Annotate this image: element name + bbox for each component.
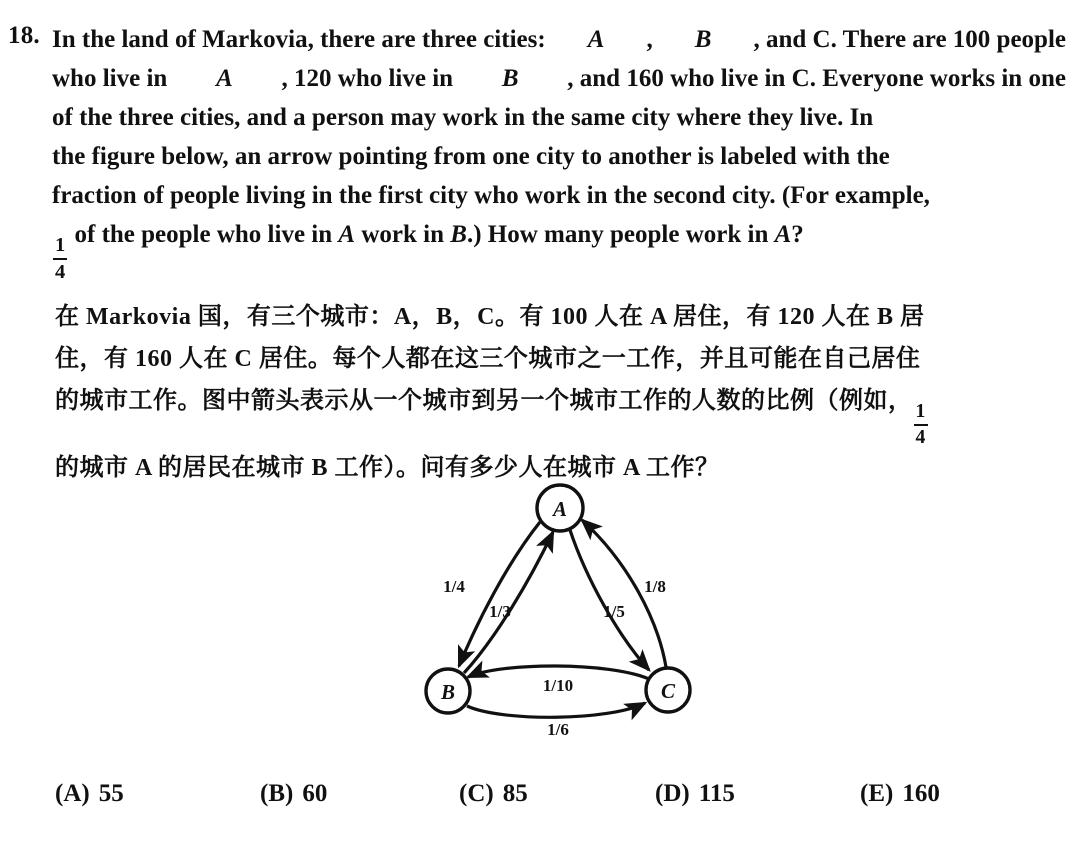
answer-choice-e[interactable] xyxy=(860,780,940,808)
line-6-part-4: ? xyxy=(791,221,804,248)
answer-choice-e-value: 160 xyxy=(902,780,940,807)
graph-node-b-label: B xyxy=(440,680,456,704)
english-line-1 xyxy=(52,20,1066,59)
line-6-part-2: work in xyxy=(355,221,451,248)
edge-a-to-b xyxy=(459,522,540,666)
english-line-2 xyxy=(52,59,1066,98)
answer-choice-a-value: 55 xyxy=(98,780,124,807)
answer-choice-e-label: (E) xyxy=(860,780,894,807)
line-1-part-2: , xyxy=(646,26,653,53)
graph-node-a-label: A xyxy=(552,497,568,521)
fraction-numerator: 1 xyxy=(55,234,66,257)
edge-label-a-to-b: 1/4 xyxy=(443,577,465,596)
edge-label-c-to-b: 1/10 xyxy=(542,676,574,695)
answer-choice-d[interactable] xyxy=(655,780,735,808)
chinese-line-2: 住，有 160 人在 C 居住。每个人都在这三个城市之一工作，并且可能在自己居住 xyxy=(55,346,921,372)
answer-choice-b[interactable] xyxy=(260,780,327,808)
markov-graph-figure xyxy=(390,470,710,755)
line-6-part-3: .) How many people work in xyxy=(466,221,775,248)
answer-choice-a-label: (A) xyxy=(55,780,90,807)
line-1-var-a: A xyxy=(587,26,605,53)
line-6-var-c: A xyxy=(774,221,792,248)
answer-choice-d-label: (D) xyxy=(655,780,690,807)
chinese-fraction-one-quarter xyxy=(914,399,928,448)
edge-label-a-to-c: 1/5 xyxy=(603,602,625,621)
line-6-var-a: A xyxy=(338,221,356,248)
line-6-part-1: of the people who live in xyxy=(68,221,339,248)
problem-statement-english xyxy=(52,20,1066,282)
chinese-fraction-numerator: 1 xyxy=(915,399,926,422)
line-2-part-2: , 120 who live in xyxy=(281,65,454,92)
line-2-var-b: B xyxy=(501,65,519,92)
answer-choice-c-label: (C) xyxy=(459,780,494,807)
line-2-part-3: , and 160 who live in C. Everyone works in one xyxy=(567,65,1066,92)
line-1-part-1: In the land of Markovia, there are three cities: xyxy=(52,26,546,53)
chinese-line-1: 在 Markovia 国，有三个城市：A，B，C。有 100 人在 A 居住，有 120 人在 B 居 xyxy=(55,304,925,330)
english-line-4: the figure below, an arrow pointing from one city to another is labeled with the xyxy=(52,143,890,170)
english-line-5: fraction of people living in the first city who work in the second city. (For example, xyxy=(52,182,930,209)
answer-choice-c[interactable] xyxy=(459,780,528,808)
edge-label-b-to-c: 1/6 xyxy=(547,720,569,739)
graph-node-c-label: C xyxy=(660,679,676,703)
answer-choice-c-value: 85 xyxy=(502,780,528,807)
answer-choices xyxy=(0,780,1080,820)
english-line-6 xyxy=(52,215,1066,282)
answer-choice-d-value: 115 xyxy=(698,780,735,807)
graph-svg xyxy=(390,470,710,755)
chinese-fraction-denominator: 4 xyxy=(915,425,926,448)
line-6-var-b: B xyxy=(450,221,467,248)
edge-b-to-c xyxy=(467,703,645,717)
answer-choice-a[interactable] xyxy=(55,780,124,808)
edge-label-b-to-a: 1/3 xyxy=(489,602,511,621)
problem-number: 18. xyxy=(8,22,40,49)
english-line-3: of the three cities, and a person may work in the same city where they live. In xyxy=(52,104,874,131)
fraction-denominator: 4 xyxy=(55,260,66,283)
edge-label-c-to-a: 1/8 xyxy=(644,577,666,596)
line-2-part-1: who live in xyxy=(52,65,168,92)
answer-choice-b-value: 60 xyxy=(302,780,328,807)
line-1-var-b: B xyxy=(694,26,712,53)
answer-choice-b-label: (B) xyxy=(260,780,294,807)
line-2-var-a: A xyxy=(216,65,233,92)
line-1-part-3: , and C. There are 100 people xyxy=(753,26,1066,53)
problem-statement-chinese xyxy=(55,296,1065,489)
chinese-line-4: 的城市 A 的居民在城市 B 工作）。问有多少人在城市 A 工作？ xyxy=(55,455,720,482)
fraction-bar xyxy=(53,258,67,260)
chinese-line-3 xyxy=(55,380,1065,447)
chinese-line-3-text: 的城市工作。图中箭头表示从一个城市到另一个城市工作的人数的比例（例如， xyxy=(55,388,913,414)
fraction-one-quarter xyxy=(53,235,67,282)
